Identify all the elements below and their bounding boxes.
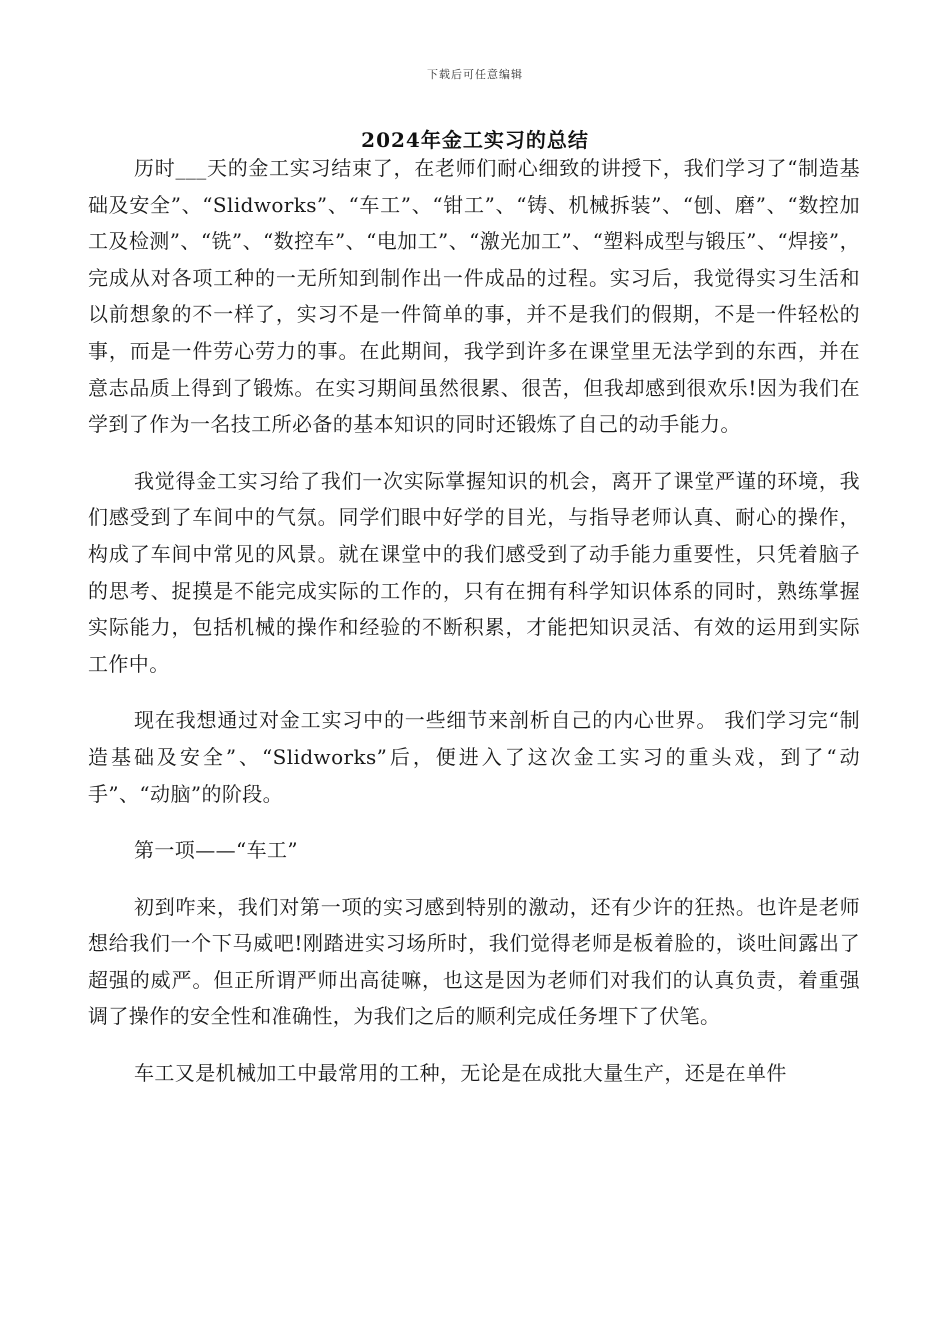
header-note: 下载后可任意编辑 [427,68,523,81]
paragraph: 现在我想通过对金工实习中的一些细节来剖析自己的内心世界。 我们学习完“制造基础及安全”、“Slidworks”后，便进入了这次金工实习的重头戏，到了“动手”、“动脑”的阶段。 [88,708,860,806]
section-heading: 第一项——“车工” [134,838,299,863]
document-title: 2024年金工实习的总结 [361,128,589,152]
paragraph: 历时___天的金工实习结束了，在老师们耐心细致的讲授下，我们学习了“制造基础及安全”、“Slidworks”、“车工”、“钳工”、“铸、机械拆装”、“刨、磨”、“数控加工及检测”、“铣”、“数控车”、“电加工”、“激光加工”、“塑料成型与锻压”、“焊接”，完成从对各项工种的一无所知到制作出一件成品的过程。实习后，我觉得实习生活和以前想象的不一样了，实习不是一件简单的事，并不是我们的假期，不是一件轻松的事，而是一件劳心劳力的事。在此期间，我学到许多在课堂里无法学到的东西，并在意志品质上得到了锻炼。在实习期间虽然很累、很苦，但我却感到很欢乐!因为我们在学到了作为一名技工所必备的基本知识的同时还锻炼了自己的动手能力。 [88,156,860,437]
paragraph: 车工又是机械加工中最常用的工种，无论是在成批大量生产，还是在单件 [134,1061,787,1086]
paragraph: 初到咋来，我们对第一项的实习感到特别的激动，还有少许的狂热。也许是老师想给我们一个下马威吧!刚踏进实习场所时，我们觉得老师是板着脸的，谈吐间露出了超强的威严。但正所谓严师出高徒嘛，也这是因为老师们对我们的认真负责，着重强调了操作的安全性和准确性，为我们之后的顺利完成任务埋下了伏笔。 [88,894,860,1029]
paragraph: 我觉得金工实习给了我们一次实际掌握知识的机会，离开了课堂严谨的环境，我们感受到了车间中的气氛。同学们眼中好学的目光，与指导老师认真、耐心的操作，构成了车间中常见的风景。就在课堂中的我们感受到了动手能力重要性，只凭着脑子的思考、捉摸是不能完成实际的工作的，只有在拥有科学知识体系的同时，熟练掌握实际能力，包括机械的操作和经验的不断积累，才能把知识灵活、有效的运用到实际工作中。 [88,468,860,676]
document-body [88,150,860,1092]
